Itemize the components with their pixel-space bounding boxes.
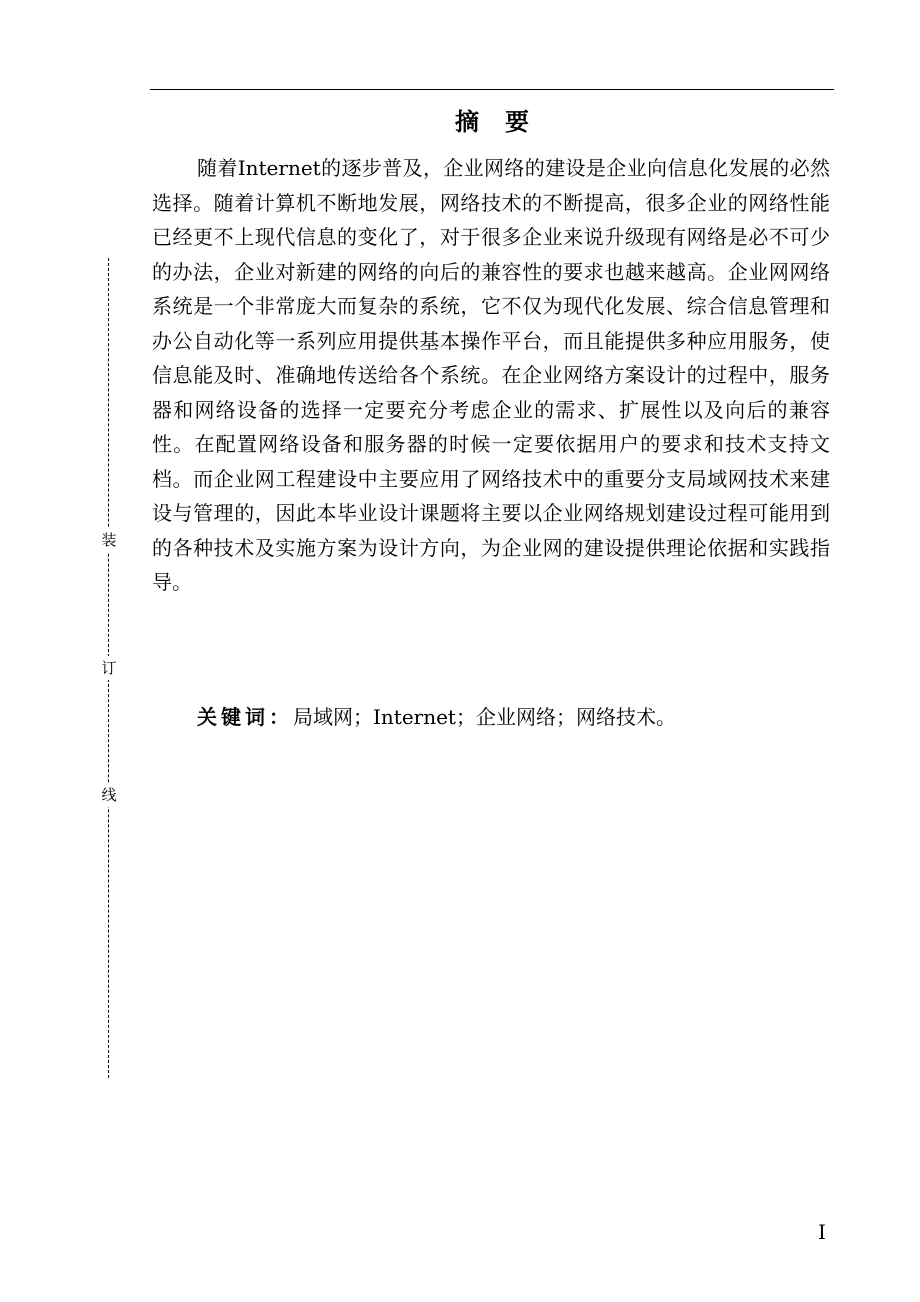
abstract-body: 随着Internet的逐步普及，企业网络的建设是企业向信息化发展的必然选择。随着计算机不断地发展，网络技术的不断提高，很多企业的网络性能已经更不上现代信息的变化了，对于很多企业来说升级现有网络是必不可少的办法，企业对新建的网络的向后的兼容性的要求也越来越高。企业网网络系统是一个非常庞大而复杂的系统，它不仅为现代化发展、综合信息管理和办公自动化等一系列应用提供基本操作平台，而且能提供多种应用服务，使信息能及时、准确地传送给各个系统。在企业网络方案设计的过程中，服务器和网络设备的选择一定要充分考虑企业的需求、扩展性以及向后的兼容性。在配置网络设备和服务器的时候一定要依据用户的要求和技术支持文档。而企业网工程建设中主要应用了网络技术中的重要分支局域网技术来建设与管理的，因此本毕业设计课题将主要以企业网络规划建设过程可能用到的各种技术及实施方案为设计方向，为企业网的建设提供理论依据和实践指导。	[152, 156, 830, 594]
binding-char-zhuang: 装	[98, 528, 120, 552]
header-rule	[150, 89, 834, 90]
page-number: I	[818, 1220, 826, 1244]
keywords-line	[152, 700, 830, 734]
keywords-label: 关键词：	[197, 705, 293, 729]
abstract-title: 摘要	[455, 108, 555, 136]
binding-char-xian: 线	[98, 783, 120, 807]
binding-char-ding: 订	[98, 656, 120, 680]
keywords-list: 局域网；Internet；企业网络；网络技术。	[293, 705, 676, 729]
